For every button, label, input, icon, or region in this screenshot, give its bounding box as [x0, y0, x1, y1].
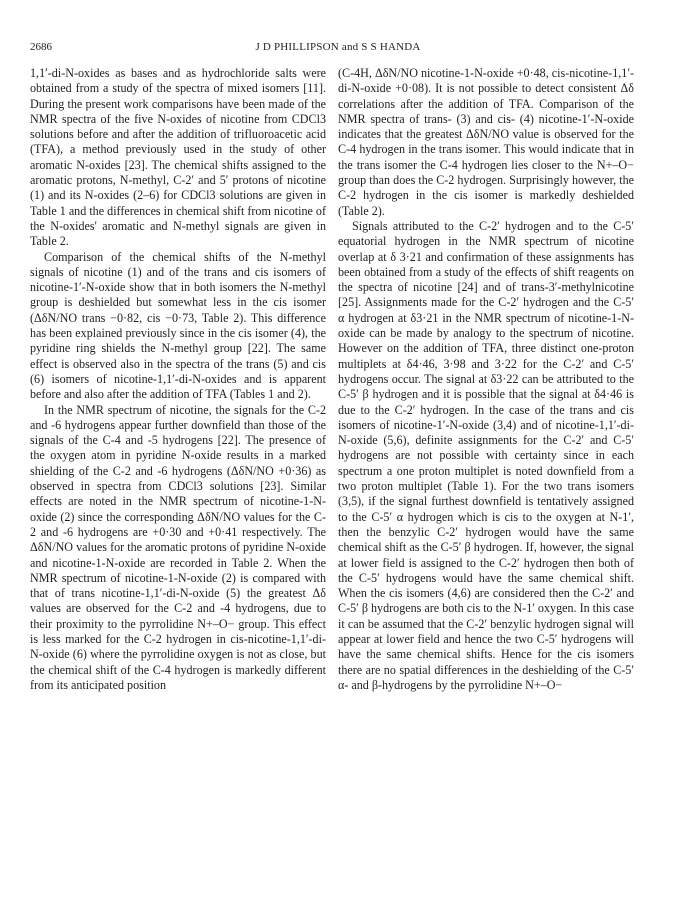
paragraph: Comparison of the chemical shifts of the N-methyl signals of nicotine (1) and of the trans and cis isomers of nicotine-1′-N-oxide show that in both isomers the N-methyl group is deshielded but somewhat less in the cis isomer (ΔδN/NO trans −0·82, cis −0·73, Table 2). This difference has been explained previously since in the cis isomer (4), the pyridine ring shields the N-methyl group [22]. The same effect is observed also in the spectra of the trans (5) and cis (6) isomers of nicotine-1,1′-di-N-oxides and is apparent before and also after the addition of TFA (Tables 1 and 2). [30, 249, 326, 402]
paragraph: In the NMR spectrum of nicotine, the signals for the C-2 and -6 hydrogens appear further downfield than those of the signals of the C-4 and -5 hydrogens [22]. The presence of the oxygen atom in pyridine N-oxide results in a marked shielding of the C-2 and -6 hydrogens (ΔδN/NO +0·36) as observed in spectra from CDCl3 solutions [23]. Similar effects are noted in the NMR spectrum of nicotine-1-N-oxide (2) since the corresponding ΔδN/NO values for the C-2 and -6 hydrogens are +0·30 and +0·41 respectively. The ΔδN/NO values for the aromatic protons of pyridine N-oxide and nicotine-1-N-oxide are recorded in Table 2. When the NMR spectrum of nicotine-1-N-oxide (2) is compared with that of trans nicotine-1,1′-di-N-oxide (5) the greatest Δδ values are observed for the C-2 and -4 hydrogens, due to their proximity to the pyrrolidine N+–O− group. This effect is less marked for the C-2 hydrogen in cis-nicotine-1,1′-di-N-oxide (6) where the pyrrolidine oxygen is not as close, but the chemical shift of the C-4 hydrogen is markedly different from its anticipated position [30, 402, 326, 692]
page-number: 2686 [30, 41, 52, 53]
paragraph: Signals attributed to the C-2′ hydrogen and to the C-5′ equatorial hydrogen in the NMR spectrum of nicotine overlap at δ 3·21 and confirmation of these assignments has been obtained from a study of the effects of shift reagents on the spectra of nicotine [24] and of trans-3′-methylnicotine [25]. Assignments made for the C-2′ hydrogen and the C-5′ α hydrogen at δ3·21 in the NMR spectrum of nicotine-1-N-oxide can be made by analogy to the spectrum of nicotine. However on the addition of TFA, three distinct one-proton multiplets at δ4·46, 3·98 and 3·22 for the C-2′ and C-5′ hydrogens occur. The signal at δ3·22 can be attributed to the C-5′ β hydrogen and it is possible that the signal at δ4·46 is due to the C-2′ hydrogen. In the case of the trans and cis isomers of nicotine-1′-N-oxide (3,4) and of nicotine-1,1′-di-N-oxide (5,6), definite assignments for the C-2′ and C-5′ hydrogens are not possible with certainty since in each spectrum a one proton multiplet is noted downfield from a two proton multiplet (Table 1). For the two trans isomers (3,5), if the signal furthest downfield is tentatively assigned to the C-5′ α hydrogen which is cis to the oxygen at N-1′, then the benzylic C-2′ hydrogen would have the same chemical shift as the C-5′ β hydrogen. If, however, the signal at lower field is assigned to the C-2′ hydrogen then both of the C-5′ hydrogens would have the same chemical shift. When the cis isomers (4,6) are considered then the C-2′ and C-5′ β hydrogens are both cis to the N-1′ oxygen. In this case it can be assumed that the C-2′ benzylic hydrogen signal will appear at lower field and hence the two C-5′ hydrogens will have the same chemical shifts. Hence for the cis isomers there are no spatial differences in the deshielding of the C-5′ α- and β-hydrogens by the pyrrolidine N+–O− [338, 218, 634, 692]
running-title: J D PHILLIPSON and S S HANDA [255, 41, 421, 53]
paragraph: (C-4H, ΔδN/NO nicotine-1-N-oxide +0·48, cis-nicotine-1,1′-di-N-oxide +0·08). It is not possible to detect consistent Δδ correlations after the addition of TFA. Comparison of the NMR spectra of trans- (3) and cis- (4) nicotine-1′-N-oxide indicates that the greatest ΔδN/NO value is observed for the C-4 hydrogen in the trans isomer. This would indicate that in the trans isomer the C-4 hydrogen lies closer to the N+–O− group than does the C-2 hydrogen. Surprisingly however, the C-2 hydrogen in the cis isomer is markedly deshielded (Table 2). [338, 66, 634, 218]
paragraph: 1,1′-di-N-oxides as bases and as hydrochloride salts were obtained from a study of the spectra of mixed isomers [11]. During the present work comparisons have been made of the NMR spectra of the five N-oxides of nicotine from CDCl3 solutions before and after the addition of trifluoroacetic acid (TFA), a method previously used in the study of other aromatic N-oxides [23]. The chemical shifts assigned to the aromatic protons, N-methyl, C-2′ and 5′ protons of nicotine (1) and its N-oxides (2–6) for CDCl3 solutions are given in Table 1 and the differences in chemical shift from nicotine of the N-oxides' aromatic and N-methyl signals are given in Table 2. [30, 66, 326, 249]
left-column [30, 66, 326, 693]
right-column [338, 66, 634, 693]
